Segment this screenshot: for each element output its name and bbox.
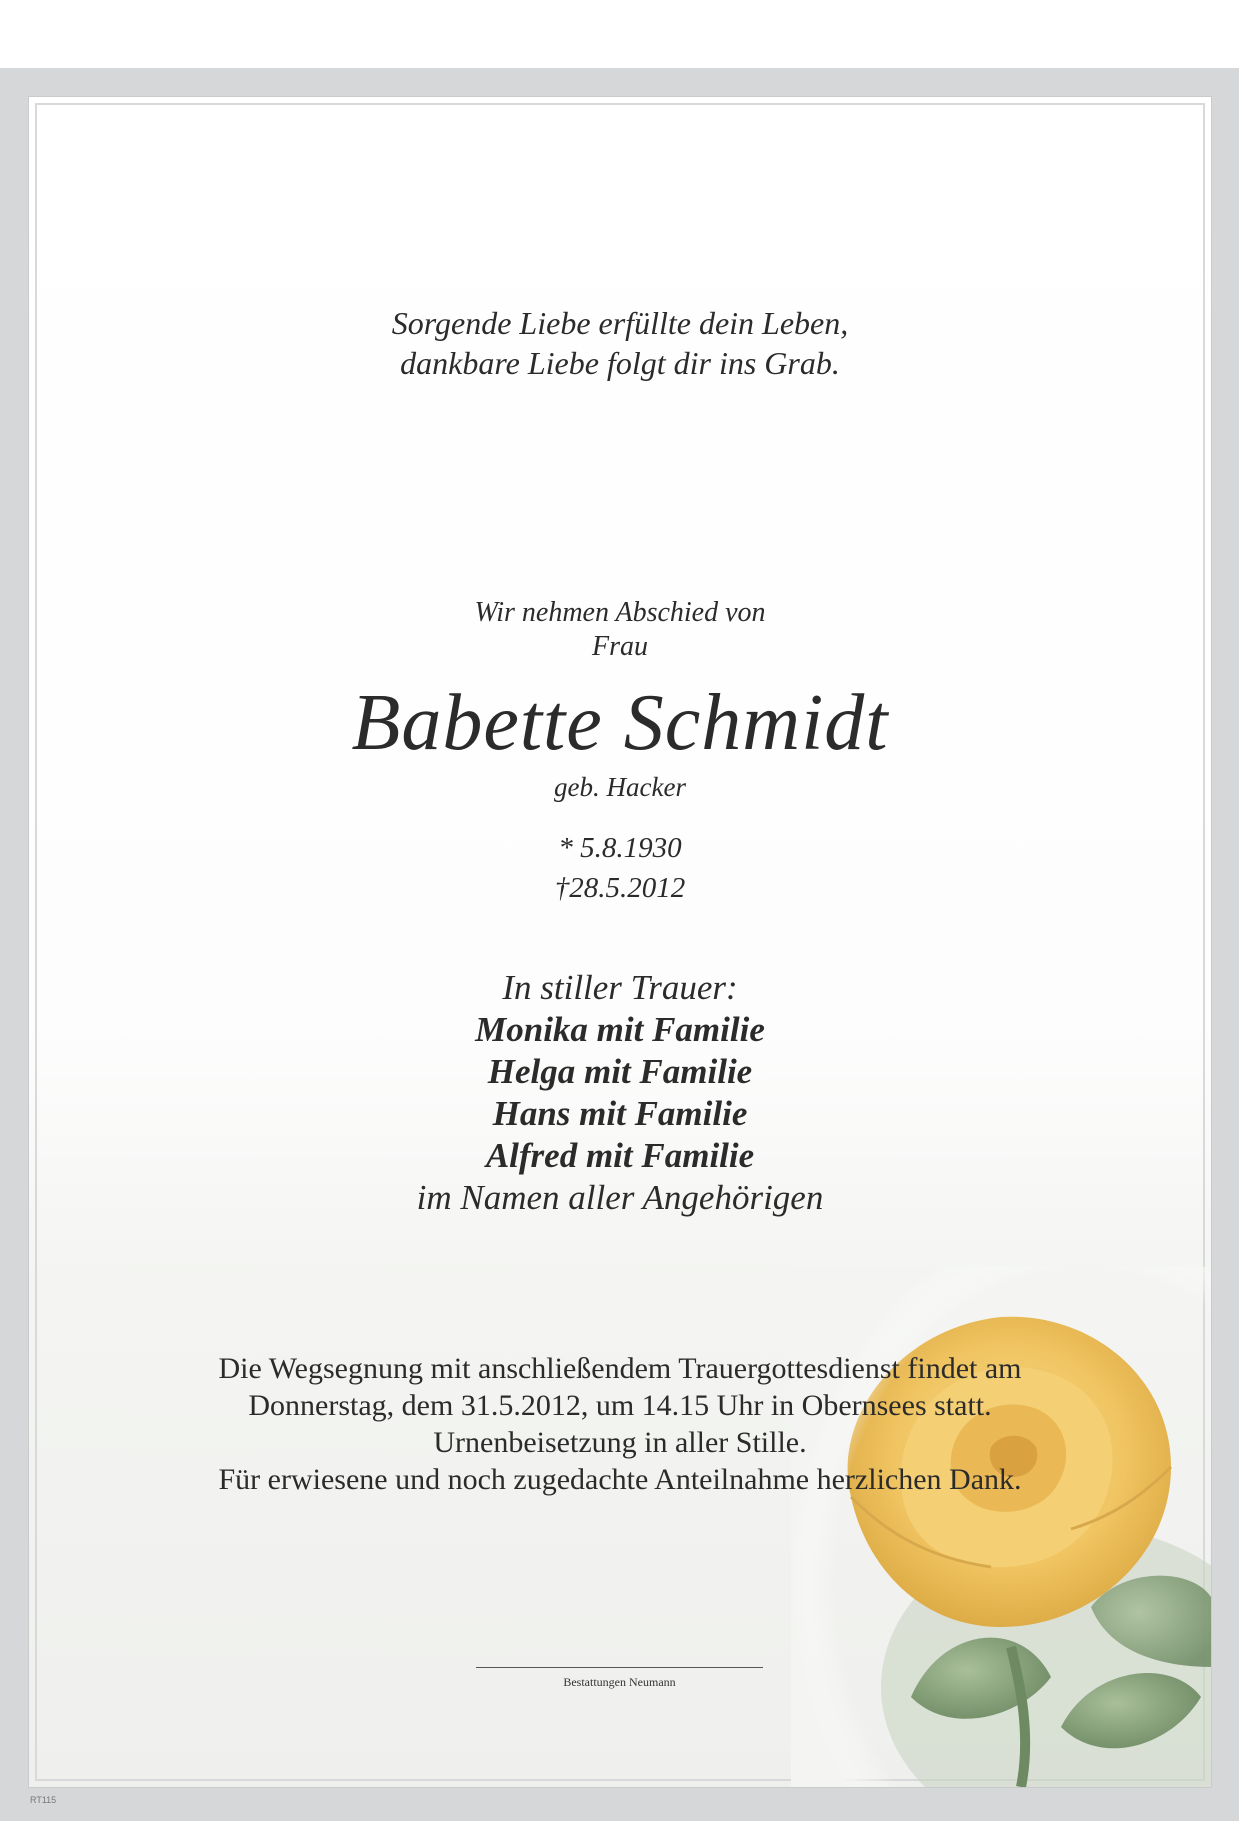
funeral-home-signature: Bestattungen Neumann xyxy=(563,1675,676,1689)
intro-line-2: Frau xyxy=(592,631,648,662)
notice-line-1: Die Wegsegnung mit anschließendem Trauergottesdienst findet am xyxy=(218,1352,1022,1385)
birth-name: geb. Hacker xyxy=(554,772,686,802)
deceased-name: Babette Schmidt xyxy=(351,679,889,767)
signature-line xyxy=(476,1667,763,1668)
footer-code: RT115 xyxy=(30,1795,57,1805)
mourners-heading: In stiller Trauer: xyxy=(502,968,738,1007)
notice-line-2: Donnerstag, dem 31.5.2012, um 14.15 Uhr in Obernsees statt. xyxy=(248,1389,992,1422)
mourner-family: Hans mit Familie xyxy=(492,1094,748,1133)
mourners xyxy=(29,967,1211,1219)
motto-line-1: Sorgende Liebe erfüllte dein Leben, xyxy=(391,305,849,341)
intro xyxy=(29,596,1211,664)
yellow-rose-image xyxy=(791,1267,1211,1787)
death-date: †28.5.2012 xyxy=(554,872,686,904)
motto-line-2: dankbare Liebe folgt dir ins Grab. xyxy=(400,345,840,381)
mourner-family: Alfred mit Familie xyxy=(485,1136,755,1175)
intro-line-1: Wir nehmen Abschied von xyxy=(474,597,766,628)
service-notice xyxy=(29,1350,1211,1498)
life-dates xyxy=(29,828,1211,908)
obituary-card xyxy=(28,96,1212,1788)
mourner-family: Helga mit Familie xyxy=(487,1052,753,1091)
motto xyxy=(29,303,1211,383)
notice-line-3: Urnenbeisetzung in aller Stille. xyxy=(433,1426,807,1459)
notice-line-4: Für erwiesene und noch zugedachte Anteilnahme herzlichen Dank. xyxy=(218,1463,1022,1496)
mourner-family: Monika mit Familie xyxy=(475,1010,765,1049)
mourners-closing: im Namen aller Angehörigen xyxy=(416,1178,824,1217)
birth-date: * 5.8.1930 xyxy=(558,832,682,864)
